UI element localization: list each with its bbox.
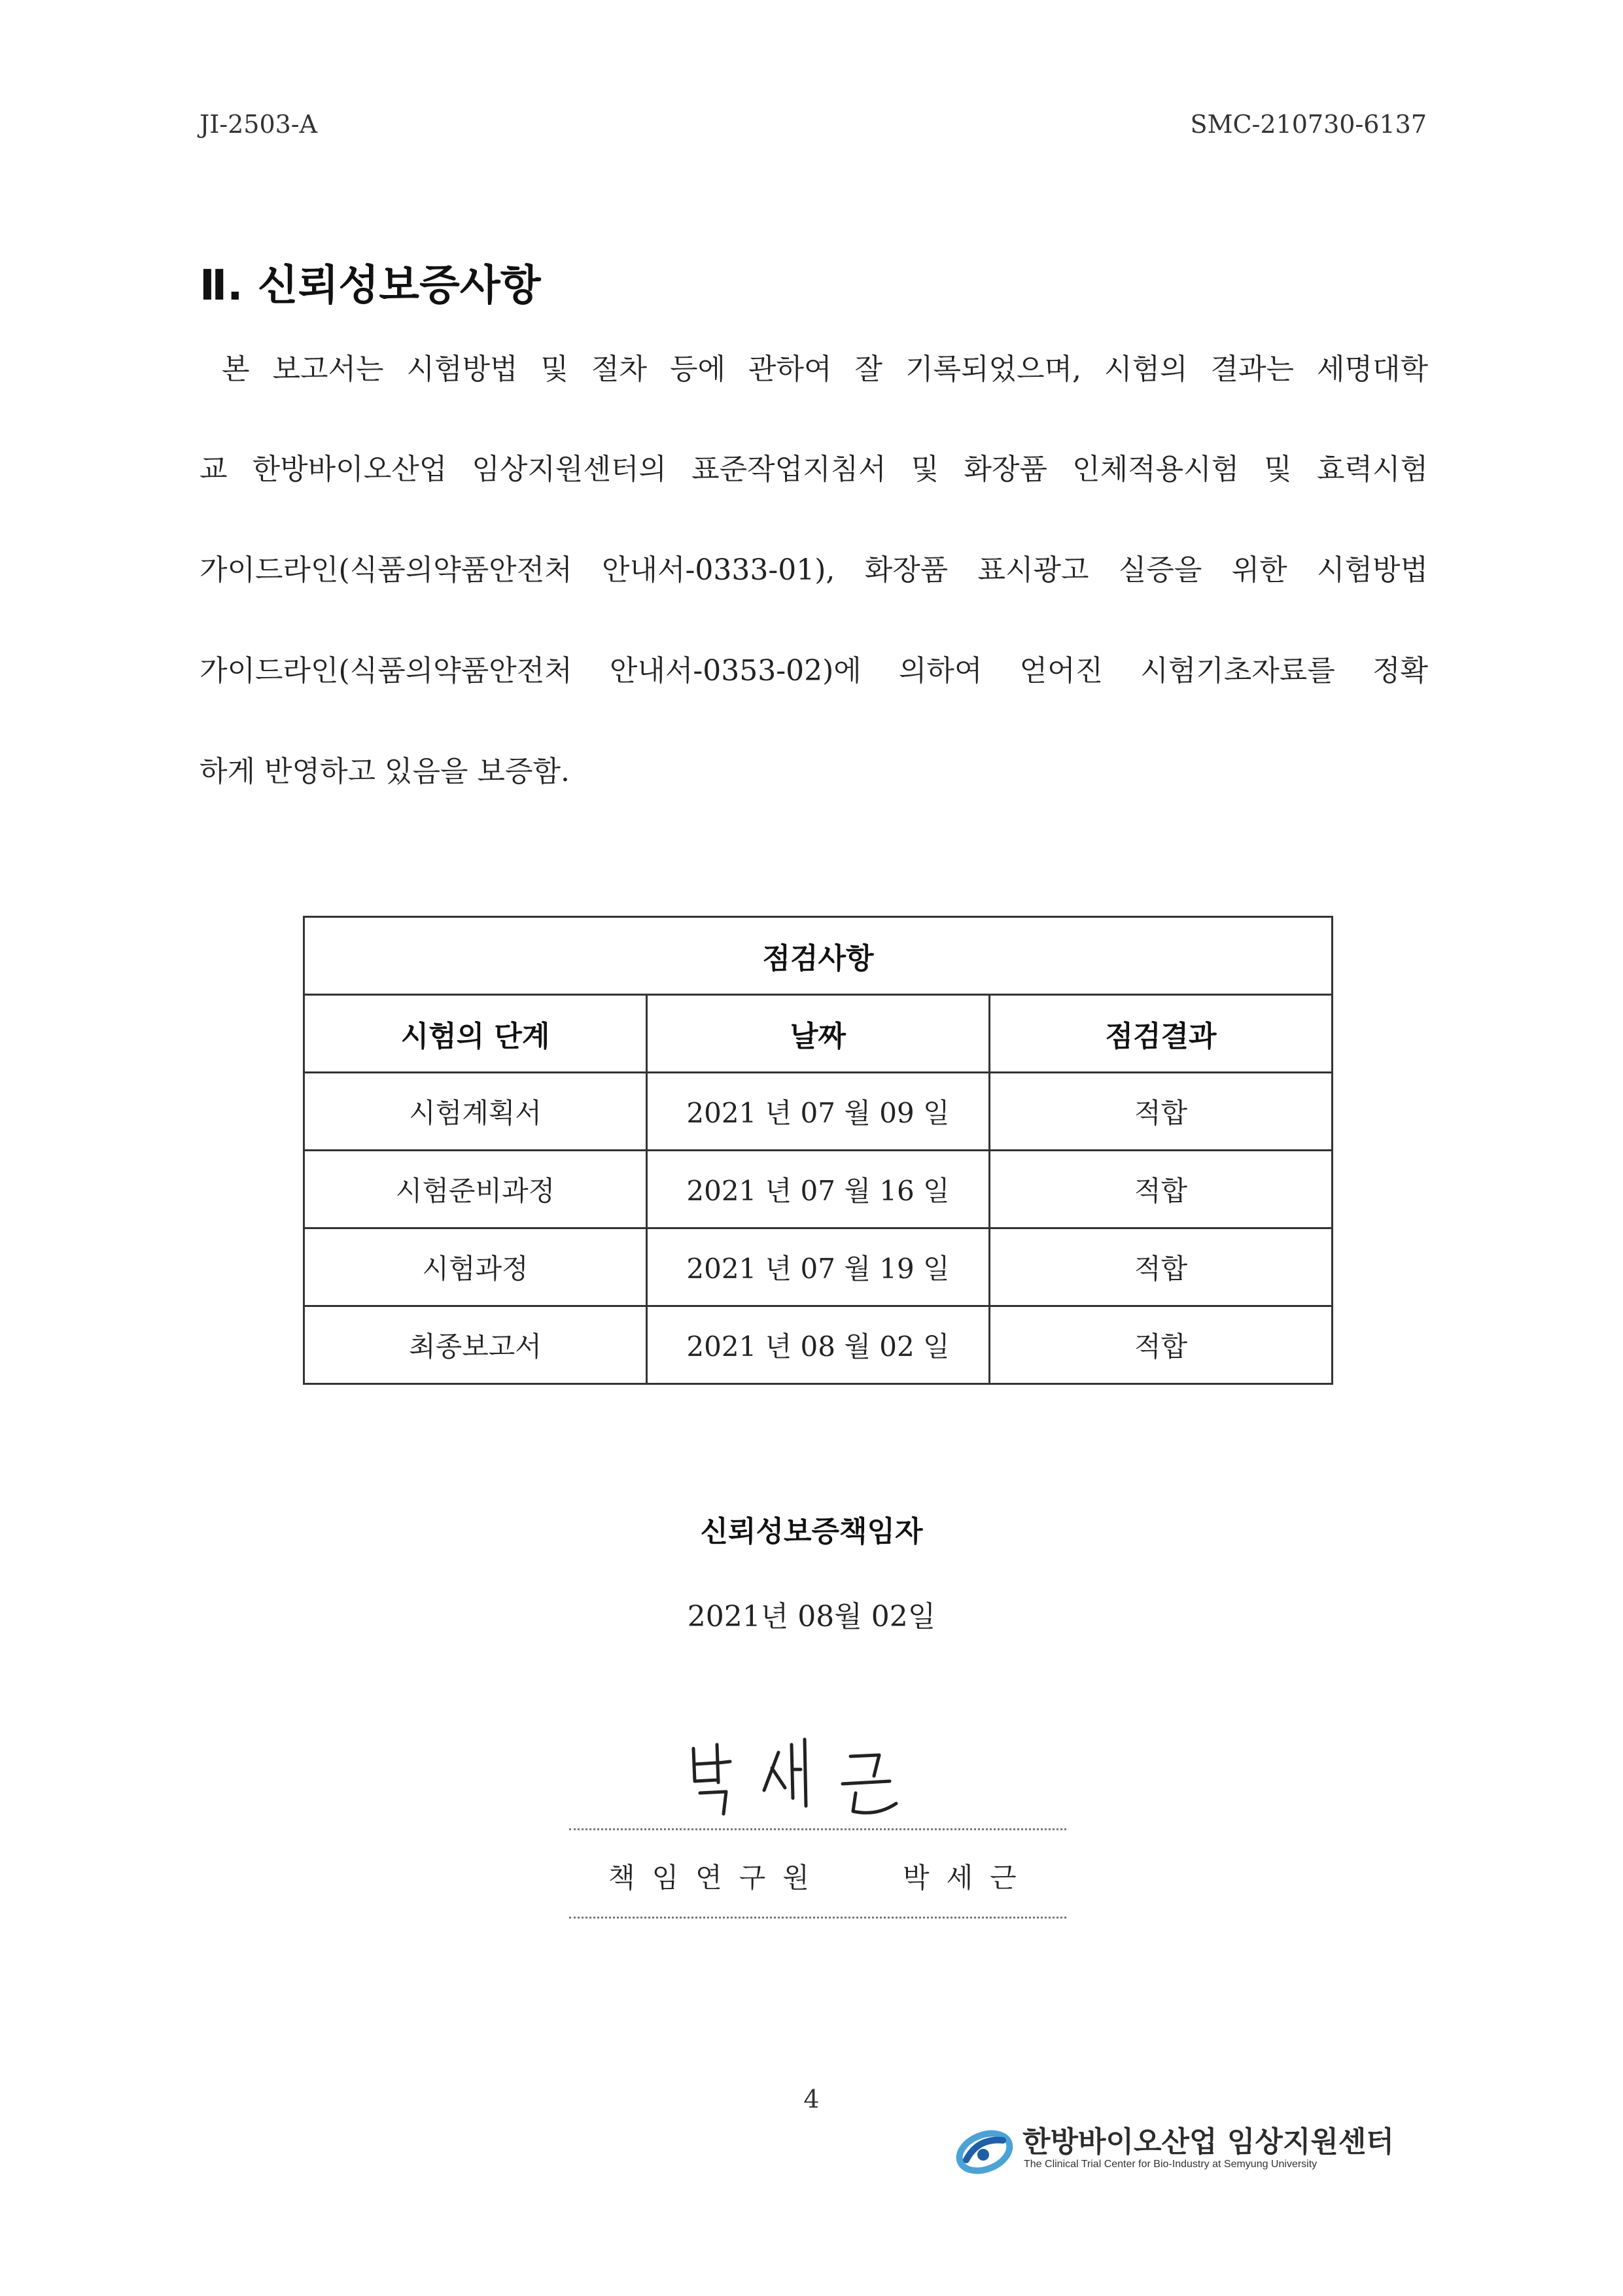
report-number: SMC-210730-6137	[1190, 110, 1427, 139]
table-row	[304, 1228, 1333, 1306]
body-line-5: 하게 반영하고 있음을 보증함.	[200, 755, 570, 788]
logo-name-korean: 한방바이오산업 임상지원센터	[1022, 2125, 1394, 2159]
signature-divider-bottom	[569, 1917, 1066, 1919]
handwritten-signature	[680, 1730, 916, 1822]
table-title: 점검사항	[304, 917, 1333, 995]
section-title: Ⅱ. 신뢰성보증사항	[200, 262, 541, 310]
page-number: 4	[803, 2085, 820, 2113]
cell-date: 2021 년 07 월 19 일	[647, 1228, 990, 1306]
responsible-date: 2021년 08월 02일	[687, 1600, 936, 1633]
header-result: 점검결과	[990, 995, 1333, 1073]
cell-result: 적합	[990, 1073, 1333, 1151]
cell-date: 2021 년 07 월 16 일	[647, 1151, 990, 1228]
table-header-row	[304, 995, 1333, 1073]
swirl-logo-icon	[952, 2118, 1017, 2183]
body-line-2: 교 한방바이오산업 임상지원센터의 표준작업지침서 및 화장품 인체적용시험 및 효력시험	[200, 453, 1428, 486]
document-code: JI-2503-A	[200, 110, 318, 139]
header-stage: 시험의 단계	[304, 995, 647, 1073]
table-title-row	[304, 917, 1333, 995]
cell-stage: 시험준비과정	[304, 1151, 647, 1228]
signer-name: 박세근	[903, 1862, 1034, 1894]
signature-divider-top	[569, 1828, 1066, 1830]
signer-role: 책임연구원	[608, 1862, 826, 1894]
cell-result: 적합	[990, 1228, 1333, 1306]
logo-name-english: The Clinical Trial Center for Bio-Industry at Semyung University	[1024, 2159, 1318, 2170]
table-row	[304, 1151, 1333, 1228]
cell-stage: 최종보고서	[304, 1306, 647, 1384]
table-row	[304, 1306, 1333, 1384]
header-date: 날짜	[647, 995, 990, 1073]
cell-result: 적합	[990, 1306, 1333, 1384]
responsible-title: 신뢰성보증책임자	[700, 1515, 923, 1548]
body-line-4: 가이드라인(식품의약품안전처 안내서-0353-02)에 의하여 얻어진 시험기초자료를 정확	[200, 654, 1428, 687]
cell-date: 2021 년 08 월 02 일	[647, 1306, 990, 1384]
table-row	[304, 1073, 1333, 1151]
cell-result: 적합	[990, 1151, 1333, 1228]
cell-stage: 시험계획서	[304, 1073, 647, 1151]
cell-date: 2021 년 07 월 09 일	[647, 1073, 990, 1151]
body-line-1: 본 보고서는 시험방법 및 절차 등에 관하여 잘 기록되었으며, 시험의 결과는 세명대학	[222, 353, 1428, 386]
inspection-table	[303, 916, 1333, 1385]
center-logo	[952, 2113, 1449, 2191]
cell-stage: 시험과정	[304, 1228, 647, 1306]
body-line-3: 가이드라인(식품의약품안전처 안내서-0333-01), 화장품 표시광고 실증을 위한 시험방법	[200, 553, 1428, 587]
